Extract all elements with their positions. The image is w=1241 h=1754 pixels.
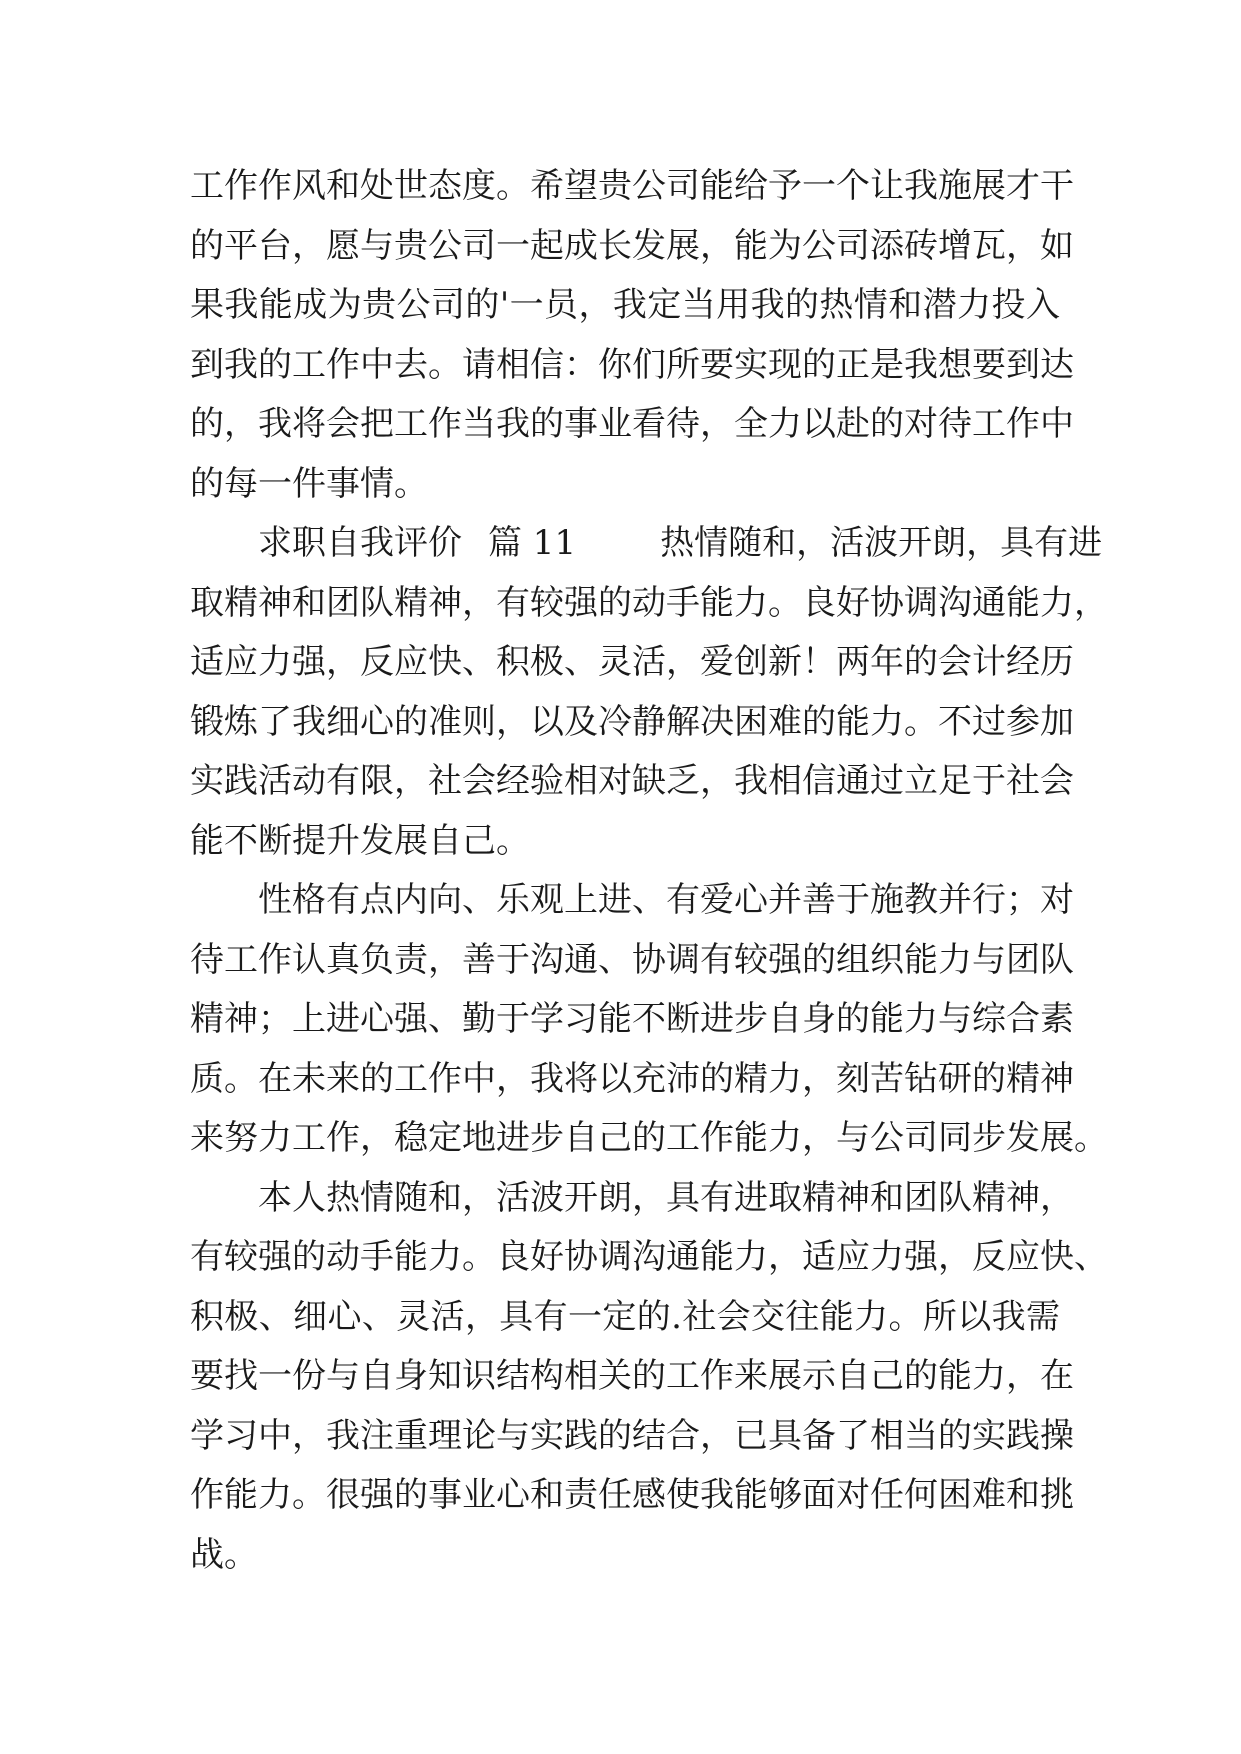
text-line: 本人热情随和，活波开朗，具有进取精神和团队精神， (258, 1177, 1074, 1218)
text-line: 有较强的动手能力。良好协调沟通能力，适应力强，反应快、 (190, 1237, 1108, 1277)
paragraph-4 (190, 1169, 1108, 1586)
text-line: 热情随和，活波开朗，具有进 (660, 523, 1103, 563)
text-line: 战。 (190, 1534, 258, 1575)
document-body (190, 157, 1108, 1585)
text-line: 质。在未来的工作中，我将以充沛的精力，刻苦钻研的精神 (190, 1058, 1074, 1099)
text-line: 取精神和团队精神，有较强的动手能力。良好协调沟通能力， (190, 582, 1108, 623)
section-number: 篇 11 (488, 523, 577, 563)
text-line: 锻炼了我细心的准则，以及冷静解决困难的能力。不过参加 (190, 701, 1074, 742)
text-line: 实践活动有限，社会经验相对缺乏，我相信通过立足于社会 (190, 761, 1074, 801)
text-line: 待工作认真负责，善于沟通、协调有较强的组织能力与团队 (190, 939, 1074, 980)
text-line: 到我的工作中去。请相信：你们所要实现的正是我想要到达 (190, 344, 1074, 385)
text-line: 果我能成为贵公司的'一员，我定当用我的热情和潜力投入 (190, 285, 1060, 325)
text-line: 工作作风和处世态度。希望贵公司能给予一个让我施展才干 (190, 166, 1074, 206)
text-line: 要找一份与自身知识结构相关的工作来展示自己的能力，在 (190, 1356, 1074, 1396)
section-heading-line (190, 514, 1103, 574)
paragraph-1 (190, 157, 1074, 514)
text-line: 能不断提升发展自己。 (190, 820, 530, 861)
text-line: 精神；上进心强、勤于学习能不断进步自身的能力与综合素 (190, 999, 1074, 1039)
text-line: 适应力强，反应快、积极、灵活，爱创新！两年的会计经历 (190, 642, 1074, 682)
text-line: 的每一件事情。 (190, 463, 428, 504)
text-line: 学习中，我注重理论与实践的结合，已具备了相当的实践操 (190, 1415, 1074, 1456)
text-line: 积极、细心、灵活，具有一定的.社会交往能力。所以我需 (190, 1296, 1060, 1337)
section-11 (190, 514, 1108, 871)
text-line: 作能力。很强的事业心和责任感使我能够面对任何困难和挑 (190, 1475, 1074, 1515)
paragraph-3 (190, 871, 1108, 1169)
text-line: 的平台，愿与贵公司一起成长发展，能为公司添砖增瓦，如 (190, 225, 1074, 266)
text-line: 的，我将会把工作当我的事业看待，全力以赴的对待工作中 (190, 404, 1074, 444)
section-title: 求职自我评价 (258, 523, 462, 563)
text-line: 性格有点内向、乐观上进、有爱心并善于施教并行；对 (258, 880, 1074, 920)
text-line: 来努力工作，稳定地进步自己的工作能力，与公司同步发展。 (190, 1118, 1108, 1158)
